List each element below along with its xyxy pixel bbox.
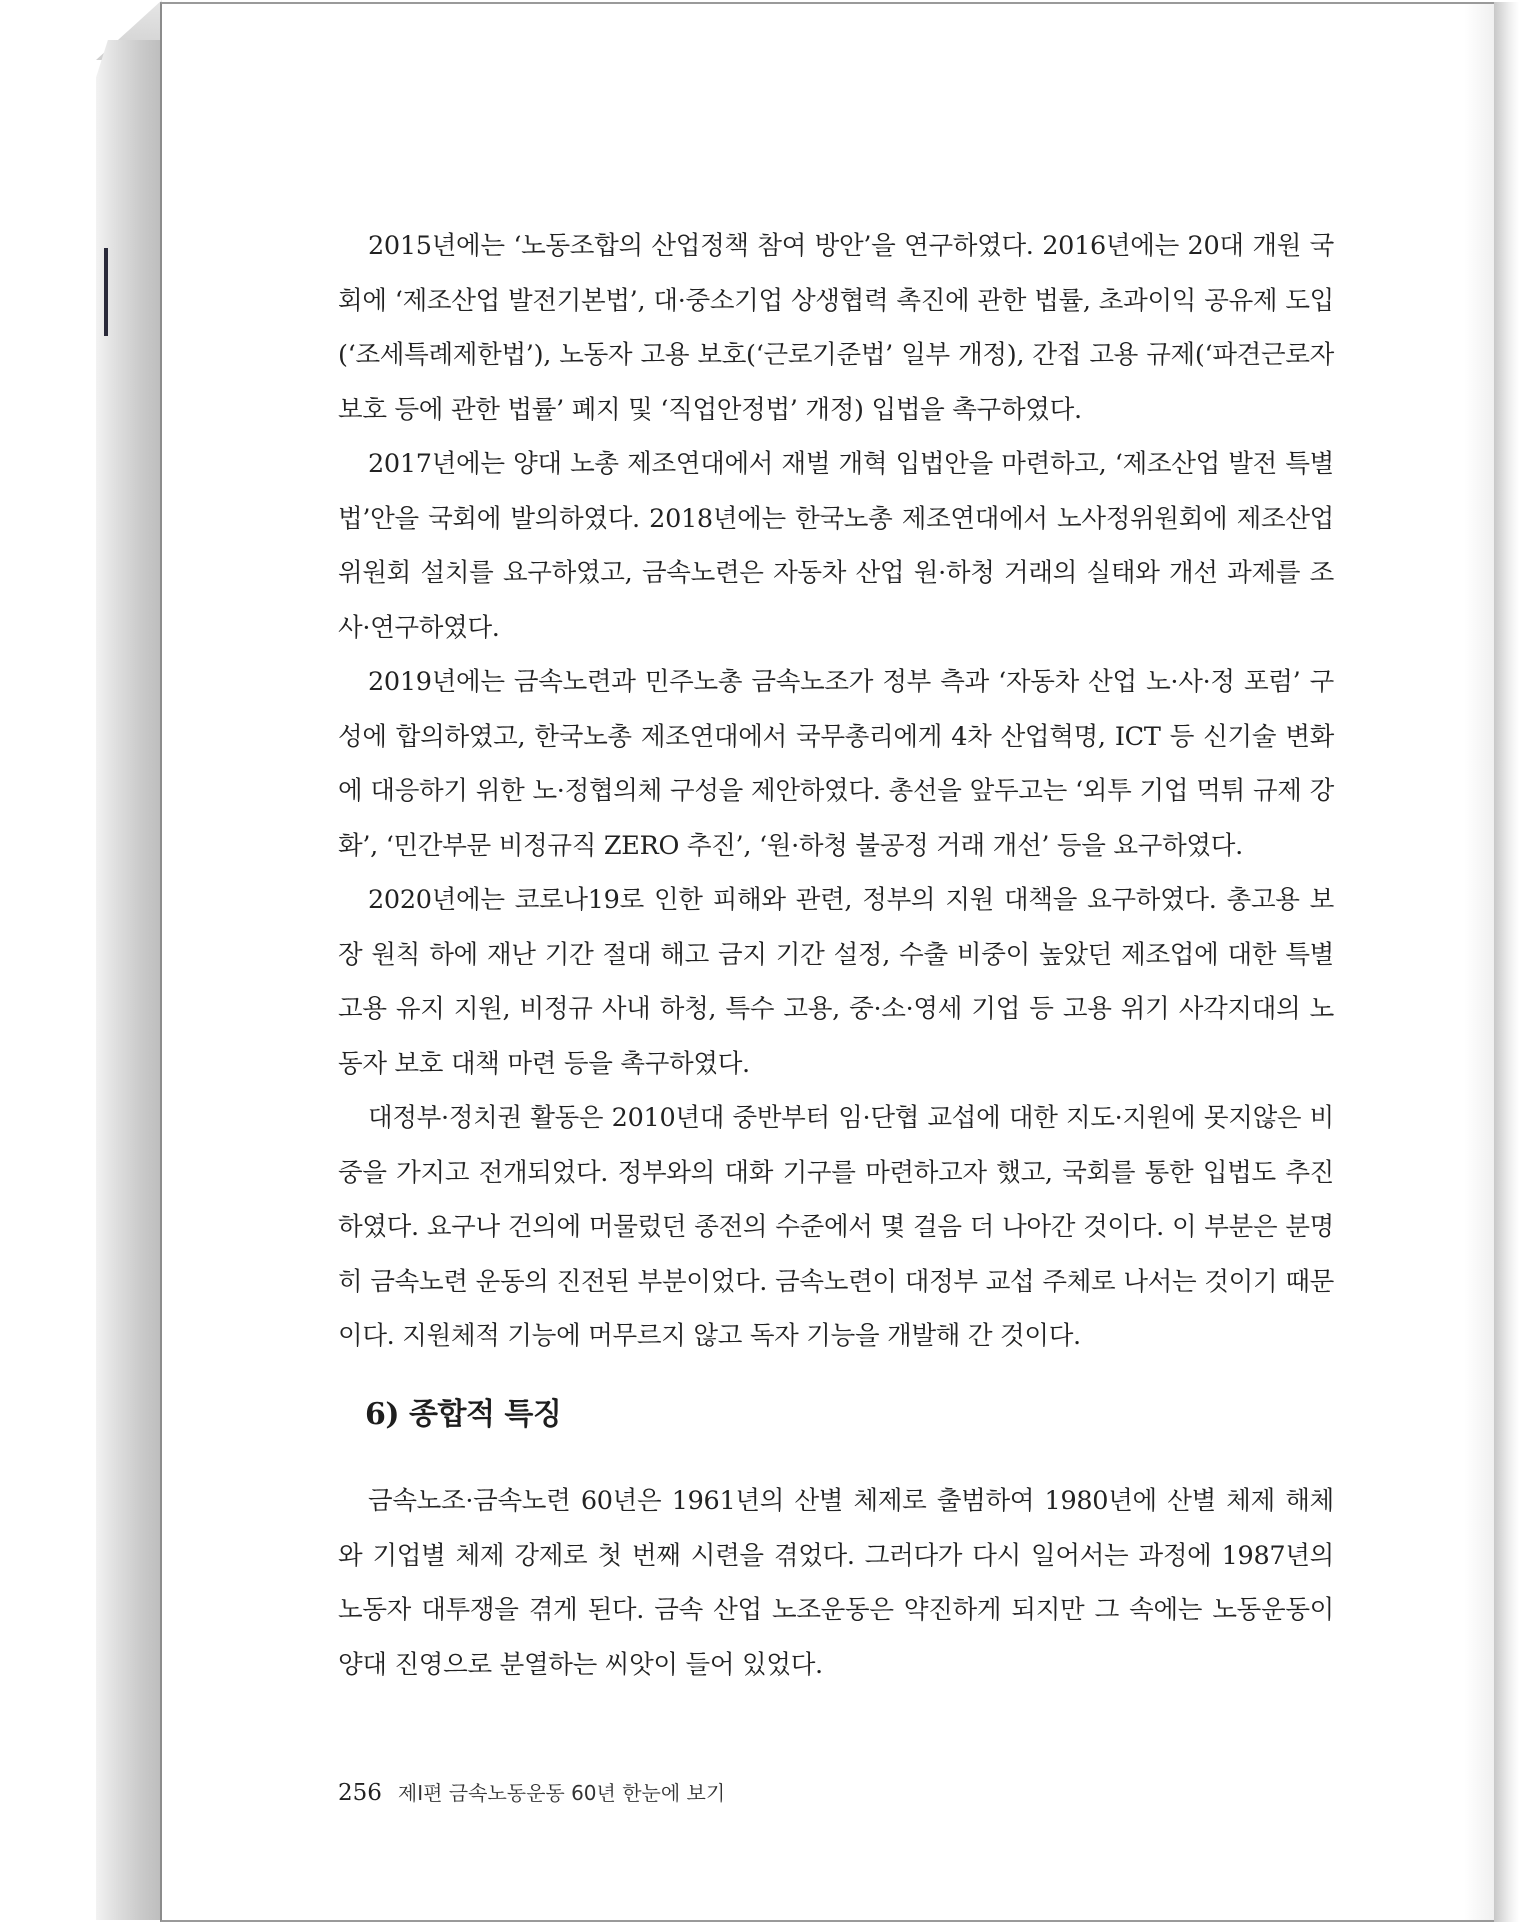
page-number: 256 — [338, 1780, 382, 1806]
paragraph-2017-2018: 2017년에는 양대 노총 제조연대에서 재벌 개혁 입법안을 마련하고, ‘제조산업 발전 특별법’안을 국회에 발의하였다. 2018년에는 한국노총 제조연대에서 노사정위원회에 제조산업위원회 설치를 요구하였고, 금속노련은 자동차 산업 원·하청 거래의 실태와 개선 과제를 조사·연구하였다. — [338, 449, 1334, 643]
paragraph-2020: 2020년에는 코로나19로 인한 피해와 관련, 정부의 지원 대책을 요구하였다. 총고용 보장 원칙 하에 재난 기간 절대 해고 금지 기간 설정, 수출 비중이 높았던 제조업에 대한 특별 고용 유지 지원, 비정규 사내 하청, 특수 고용, 중·소·영세 기업 등 고용 위기 사각지대의 노동자 보호 대책 마련 등을 촉구하였다. — [338, 885, 1334, 1079]
paragraph-2015-2016: 2015년에는 ‘노동조합의 산업정책 참여 방안’을 연구하였다. 2016년에는 20대 개원 국회에 ‘제조산업 발전기본법’, 대·중소기업 상생협력 촉진에 관한 법률, 초과이익 공유제 도입(‘조세특례제한법’), 노동자 고용 보호(‘근로기준법’ 일부 개정), 간접 고용 규제(‘파견근로자 보호 등에 관한 법률’ 폐지 및 ‘직업안정법’ 개정) 입법을 촉구하였다. — [338, 231, 1334, 425]
running-title: 제Ⅰ편 금속노동운동 60년 한눈에 보기 — [397, 1781, 726, 1805]
paragraph-summary: 금속노조·금속노련 60년은 1961년의 산별 체제로 출범하여 1980년에 산별 체제 해체와 기업별 체제 강제로 첫 번째 시련을 겪었다. 그러다가 다시 일어서는 과정에 1987년의 노동자 대투쟁을 겪게 된다. 금속 산업 노조운동은 약진하게 되지만 그 속에는 노동운동이 양대 진영으로 분열하는 씨앗이 들어 있었다. — [338, 1486, 1334, 1680]
page-shade — [1464, 4, 1494, 1920]
page-footer — [338, 1777, 725, 1806]
paragraph-government-activities: 대정부·정치권 활동은 2010년대 중반부터 임·단협 교섭에 대한 지도·지원에 못지않은 비중을 가지고 전개되었다. 정부와의 대화 기구를 마련하고자 했고, 국회를 통한 입법도 추진하였다. 요구나 건의에 머물렀던 종전의 수준에서 몇 걸음 더 나아간 것이다. 이 부분은 분명히 금속노련 운동의 진전된 부분이었다. 금속노련이 대정부 교섭 주체로 나서는 것이기 때문이다. 지원체적 기능에 머무르지 않고 독자 기능을 개발해 간 것이다. — [338, 1103, 1334, 1351]
body-text-top — [338, 219, 1334, 1364]
spine-mark — [104, 248, 108, 336]
section-heading: 6) 종합적 특징 — [365, 1397, 562, 1432]
paragraph-2019: 2019년에는 금속노련과 민주노총 금속노조가 정부 측과 ‘자동차 산업 노·사·정 포럼’ 구성에 합의하였고, 한국노총 제조연대에서 국무총리에게 4차 산업혁명, ICT 등 신기술 변화에 대응하기 위한 노·정협의체 구성을 제안하였다. 총선을 앞두고는 ‘외투 기업 먹튀 규제 강화’, ‘민간부문 비정규직 ZERO 추진’, ‘원·하청 불공정 거래 개선’ 등을 요구하였다. — [338, 667, 1334, 861]
page-edge-shadow — [1494, 2, 1519, 1922]
body-text-bottom — [338, 1474, 1334, 1692]
